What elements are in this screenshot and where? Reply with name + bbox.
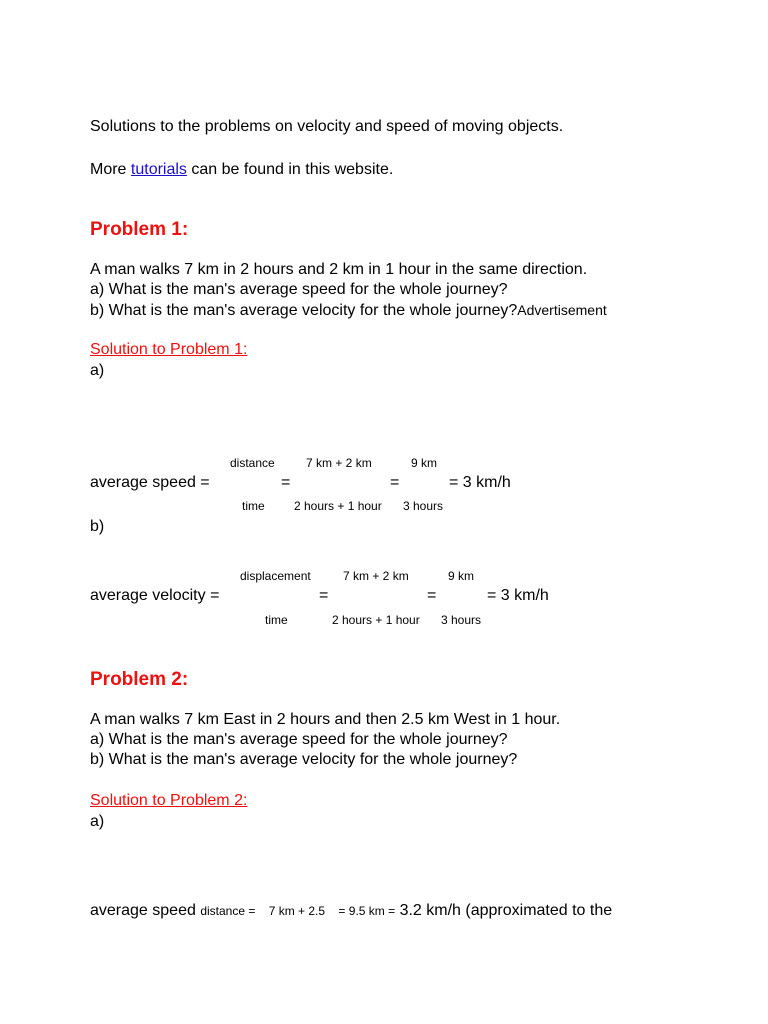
speed-denominator-sum: 2 hours + 1 hour [294,499,382,513]
speed-equals-1: = [281,474,291,491]
velocity-numerator-displacement: displacement [240,569,311,583]
speed-result: = 3 km/h [449,474,511,491]
problem-2-speed-line [90,901,612,921]
advertisement-label: Advertisement [517,302,607,318]
speed-lhs: average speed = [90,474,210,491]
velocity-numerator-sum: 7 km + 2 km [343,569,409,583]
speed-numerator-sum: 7 km + 2 km [306,456,372,470]
more-suffix: can be found in this website. [186,161,394,178]
problem-1-statement: A man walks 7 km in 2 hours and 2 km in 1 hour in the same direction. [90,261,588,278]
intro-text: Solutions to the problems on velocity and speed of moving objects. [90,118,564,135]
solution-2-link[interactable]: Solution to Problem 2: [90,792,248,809]
velocity-denominator-time: time [265,613,288,627]
speed-numerator-total: 9 km [411,456,438,470]
more-prefix: More [90,161,131,178]
speed-numerator-distance: distance [230,456,275,470]
problem-2-question-b: b) What is the man's average velocity for the whole journey? [90,751,518,768]
tutorials-link[interactable]: tutorials [130,161,187,178]
solution-1-part-b: b) [90,518,105,535]
velocity-numerator-total: 9 km [448,569,475,583]
solution-1-part-a: a) [90,362,105,379]
speed-denominator-total: 3 hours [403,499,444,513]
speed-denominator-time: time [242,499,265,513]
velocity-denominator-sum: 2 hours + 1 hour [332,613,420,627]
speed-2-sum: 7 km + 2.5 [268,904,326,918]
question-b-text: b) What is the man's average velocity for the whole journey? [90,302,518,319]
speed-lhs-2: average speed [90,902,196,919]
velocity-result: = 3 km/h [487,587,549,604]
problem-2-heading: Problem 2: [90,669,189,690]
velocity-equals-1: = [319,587,329,604]
problem-1-heading: Problem 1: [90,219,189,240]
solution-1-link[interactable]: Solution to Problem 1: [90,341,248,358]
problem-2-question-a: a) What is the man's average speed for the whole journey? [90,731,508,748]
solution-2-part-a: a) [90,813,105,830]
velocity-denominator-total: 3 hours [441,613,482,627]
speed-2-result: 3.2 km/h (approximated to the [399,902,613,919]
problem-2-statement: A man walks 7 km East in 2 hours and then 2.5 km West in 1 hour. [90,711,561,728]
velocity-lhs: average velocity = [90,587,220,604]
problem-1-question-a: a) What is the man's average speed for the whole journey? [90,281,508,298]
speed-equals-2: = [390,474,400,491]
speed-2-total: = 9.5 km = [338,904,396,918]
problem-1-question-b [90,300,607,321]
speed-2-distance: distance = [200,904,256,918]
velocity-equals-2: = [427,587,437,604]
more-tutorials-line [90,160,393,180]
